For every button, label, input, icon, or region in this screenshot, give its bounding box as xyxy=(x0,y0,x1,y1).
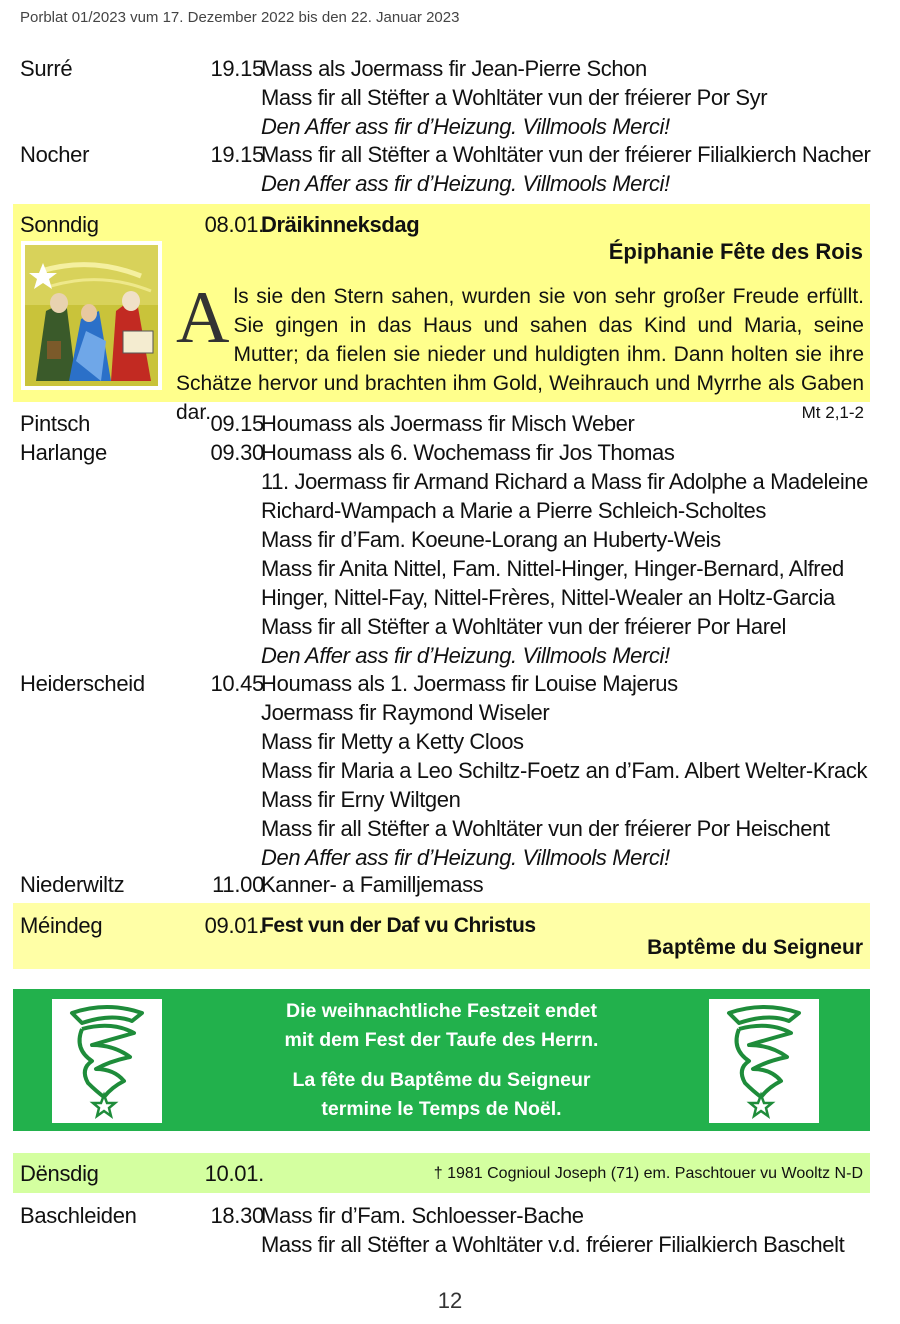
collection-note: Den Affer ass fir d’Heizung. Villmools Merci! xyxy=(261,643,670,668)
place-name: Nocher xyxy=(20,142,90,167)
intention-text: fir d’Fam. Schloesser-Bache xyxy=(312,1203,584,1228)
mass-time: 09.15 xyxy=(210,411,264,436)
mass-type: Mass xyxy=(261,142,313,167)
intention-line: Mass fir all Stëfter a Wohltäter vun der fréierer Por Harel xyxy=(261,614,786,639)
bible-reference: Mt 2,1-2 xyxy=(801,403,864,422)
intention-text: als Joermass fir Misch Weber xyxy=(351,411,635,436)
christmas-tree-icon xyxy=(52,999,162,1123)
intention-line: Mass fir Anita Nittel, Fam. Nittel-Hinger, Hinger-Bernard, Alfred xyxy=(261,556,844,581)
day-block-meindeg xyxy=(13,903,870,969)
intention-line: Richard-Wampach a Marie a Pierre Schleich-Scholtes xyxy=(261,498,766,523)
mass-type: Houmass xyxy=(261,440,352,465)
place-name: Niederwiltz xyxy=(20,872,125,897)
intention-line: Mass fir Maria a Leo Schiltz-Foetz an d’Fam. Albert Welter-Krack xyxy=(261,758,868,783)
feast-name-fr: Épiphanie Fête des Rois xyxy=(608,239,863,264)
baptism-banner xyxy=(13,989,870,1131)
intention-line: Joermass fir Raymond Wiseler xyxy=(261,700,550,725)
banner-line: termine le Temps de Noël. xyxy=(321,1098,562,1120)
mass-time: 19.15 xyxy=(210,142,264,167)
feast-name-fr: Baptême du Seigneur xyxy=(647,936,863,959)
banner-line: Die weihnachtliche Festzeit endet xyxy=(286,1000,597,1022)
intention-line: Mass fir all Stëfter a Wohltäter vun der fréierer Por Syr xyxy=(261,85,768,110)
banner-line: mit dem Fest der Taufe des Herrn. xyxy=(284,1029,599,1051)
page-header: Porblat 01/2023 vum 17. Dezember 2022 bis den 22. Januar 2023 xyxy=(20,9,460,26)
intention-line: 11. Joermass fir Armand Richard a Mass fir Adolphe a Madeleine xyxy=(261,469,868,494)
intention-line xyxy=(261,140,873,169)
day-name: Sonndig xyxy=(20,212,99,237)
day-name: Méindeg xyxy=(20,913,103,938)
intention-text: als 1. Joermass fir Louise Majerus xyxy=(351,671,678,696)
intention-text: als 6. Wochemass fir Jos Thomas xyxy=(351,440,675,465)
page-number: 12 xyxy=(437,1288,463,1313)
intention-line: Hinger, Nittel-Fay, Nittel-Frères, Nittel-Wealer an Holtz-Garcia xyxy=(261,585,835,610)
place-name: Harlange xyxy=(20,440,107,465)
banner-text-de xyxy=(183,997,700,1055)
date: 09.01. xyxy=(204,913,264,938)
drop-cap: A xyxy=(176,277,230,359)
intention-line: Kanner- a Familljemass xyxy=(261,872,484,897)
mass-time: 10.45 xyxy=(210,671,264,696)
mass-time: 19.15 xyxy=(210,56,264,81)
day-block-densdig xyxy=(13,1153,870,1193)
intention-line xyxy=(261,409,873,438)
memorial-note: † 1981 Cognioul Joseph (71) em. Paschtouer vu Wooltz N-D xyxy=(433,1165,863,1182)
intention-line xyxy=(261,54,873,83)
quote-text: ls sie den Stern sahen, wurden sie von sehr großer Freude erfüllt. Sie gingen in das Haus und sahen das Kind und Maria, seine Mutter; da fielen sie nieder und huldigten ihm. Dann holten sie ihre Schätze hervor und brachten ihm Gold, Weihrauch und Myrrhe als Gaben dar. xyxy=(176,285,864,424)
intention-line xyxy=(261,1201,873,1230)
place-name: Heiderscheid xyxy=(20,671,145,696)
intention-line: Mass fir all Stëfter a Wohltäter vun der fréierer Por Heischent xyxy=(261,816,830,841)
banner-text-fr xyxy=(183,1066,700,1124)
gospel-quote xyxy=(176,277,864,427)
christmas-tree-icon xyxy=(709,999,819,1123)
mass-type: Houmass xyxy=(261,671,352,696)
intention-line: Mass fir Erny Wiltgen xyxy=(261,787,461,812)
intention-line: Mass fir d’Fam. Koeune-Lorang an Huberty-Weis xyxy=(261,527,721,552)
mass-type: Houmass xyxy=(261,411,352,436)
magi-painting xyxy=(21,241,162,390)
banner-line: La fête du Baptême du Seigneur xyxy=(292,1069,591,1091)
date: 10.01. xyxy=(204,1161,264,1186)
intention-line xyxy=(261,438,873,467)
collection-note: Den Affer ass fir d’Heizung. Villmools Merci! xyxy=(261,114,670,139)
intention-line xyxy=(261,669,873,698)
place-name: Baschleiden xyxy=(20,1203,137,1228)
feast-name: Fest vun der Daf vu Christus xyxy=(261,914,536,937)
mass-type: Mass xyxy=(261,56,313,81)
date: 08.01. xyxy=(204,212,264,237)
mass-time: 09.30 xyxy=(210,440,264,465)
collection-note: Den Affer ass fir d’Heizung. Villmools Merci! xyxy=(261,845,670,870)
day-name: Dënsdig xyxy=(20,1161,99,1186)
mass-type: Mass xyxy=(261,1203,313,1228)
feast-name: Dräikinneksdag xyxy=(261,212,420,237)
collection-note: Den Affer ass fir d’Heizung. Villmools Merci! xyxy=(261,171,670,196)
place-name: Pintsch xyxy=(20,411,91,436)
mass-time: 11.00 xyxy=(212,872,264,897)
intention-line: Mass fir Metty a Ketty Cloos xyxy=(261,729,524,754)
place-name: Surré xyxy=(20,56,73,81)
intention-line: Mass fir all Stëfter a Wohltäter v.d. fréierer Filialkierch Baschelt xyxy=(261,1232,845,1257)
mass-time: 18.30 xyxy=(210,1203,264,1228)
intention-text: als Joermass fir Jean-Pierre Schon xyxy=(312,56,647,81)
intention-text: fir all Stëfter a Wohltäter vun der fréierer Filialkierch Nacher xyxy=(312,142,871,167)
